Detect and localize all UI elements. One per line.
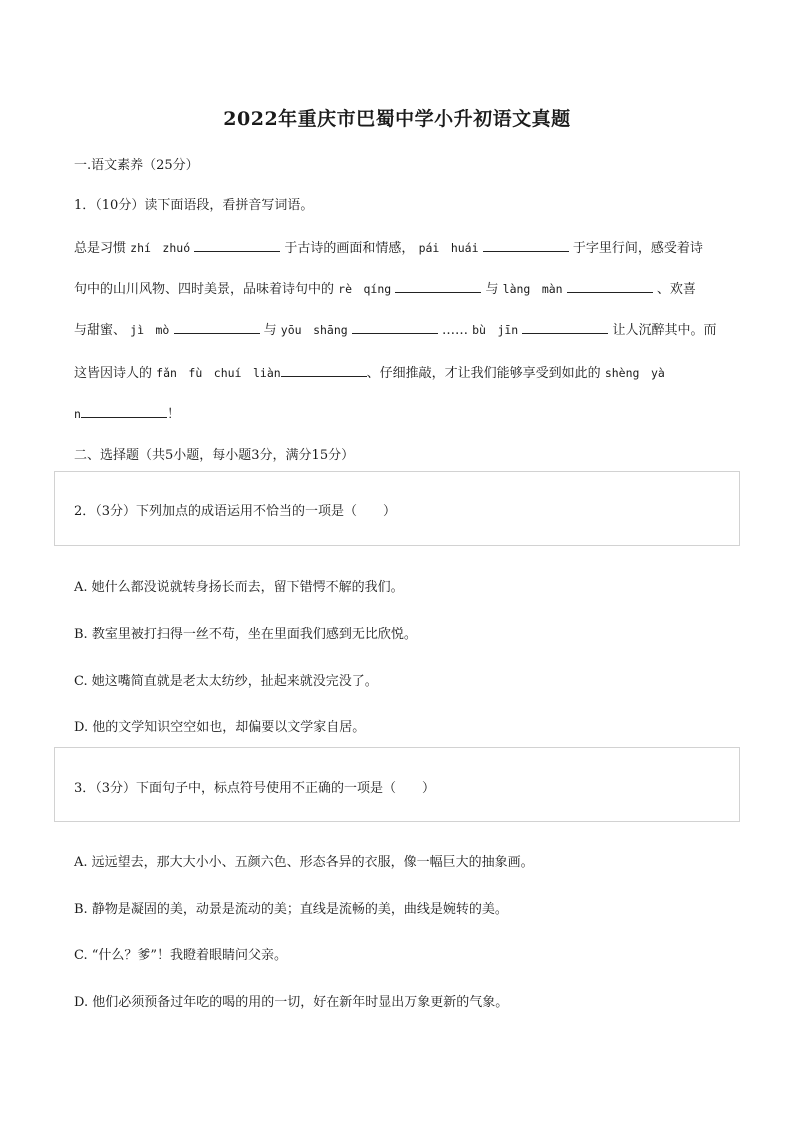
passage-text: 、欢喜: [656, 282, 696, 297]
pinyin-youshang: yōu shāng: [280, 323, 348, 337]
pinyin-fanfuchuilian: fǎn fù chuí liàn: [156, 366, 281, 380]
answer-blank[interactable]: [281, 364, 367, 377]
pinyin-paihuai: pái huái: [418, 241, 479, 255]
passage-text: 让人沉醉其中。而: [612, 323, 717, 338]
question-1-stem: 1．（10分）读下面语段，看拼音写词语。: [74, 198, 314, 213]
question-1-line-1: [74, 237, 703, 256]
passage-text: 与: [485, 282, 499, 297]
option-c[interactable]: C. “什么？爹”！我瞪着眼睛问父亲。: [74, 948, 288, 963]
pinyin-zhizhuo: zhí zhuó: [130, 241, 191, 255]
pinyin-langman: làng màn: [502, 282, 563, 296]
answer-blank[interactable]: [395, 280, 481, 293]
question-2-stem: 2．（3分）下列加点的成语运用不恰当的一项是（ ）: [74, 504, 397, 519]
passage-text: 于古诗的画面和情感，: [284, 241, 415, 256]
question-3-stem: 3．（3分）下面句子中，标点符号使用不正确的一项是（ ）: [74, 781, 436, 796]
passage-text: ……: [441, 323, 468, 338]
question-1-line-4: [74, 362, 665, 381]
answer-blank[interactable]: [352, 321, 438, 334]
passage-text: 、仔细推敲，才让我们能够享受到如此的: [366, 366, 601, 381]
passage-text: 句中的山川风物、四时美景，品味着诗句中的: [74, 282, 335, 297]
option-a[interactable]: A. 远远望去，那大大小小、五颜六色、形态各异的衣服，像一幅巨大的抽象画。: [74, 855, 534, 870]
passage-text: 总是习惯: [74, 241, 127, 256]
pinyin-bujin: bù jīn: [472, 323, 519, 337]
page-title: 2022年重庆市巴蜀中学小升初语文真题: [223, 108, 571, 130]
section-1-heading: 一.语文素养（25分）: [74, 158, 199, 173]
pinyin-shengyan-end: n: [74, 407, 81, 421]
answer-blank[interactable]: [483, 239, 569, 252]
option-c[interactable]: C. 她这嘴简直就是老太太纺纱，扯起来就没完没了。: [74, 674, 378, 689]
passage-text: ！: [166, 407, 180, 422]
option-d[interactable]: D. 他的文学知识空空如也，却偏要以文学家自居。: [74, 720, 366, 735]
pinyin-reqing: rè qíng: [338, 282, 392, 296]
option-b[interactable]: B. 静物是凝固的美，动景是流动的美；直线是流畅的美，曲线是婉转的美。: [74, 902, 508, 917]
pinyin-shengyan: shèng yà: [604, 366, 665, 380]
answer-blank[interactable]: [567, 280, 653, 293]
question-1-line-3: [74, 319, 717, 338]
pinyin-jimo: jì mò: [130, 323, 170, 337]
passage-text: 这皆因诗人的: [74, 366, 153, 381]
answer-blank[interactable]: [174, 321, 260, 334]
question-1-line-5: [74, 403, 180, 422]
answer-blank[interactable]: [522, 321, 608, 334]
passage-text: 于字里行间，感受着诗: [572, 241, 703, 256]
option-a[interactable]: A. 她什么都没说就转身扬长而去，留下错愕不解的我们。: [74, 580, 404, 595]
passage-text: 与甜蜜、: [74, 323, 127, 338]
answer-blank[interactable]: [194, 239, 280, 252]
section-2-heading: 二、选择题（共5小题，每小题3分，满分15分）: [74, 448, 355, 463]
question-1-line-2: [74, 278, 696, 297]
answer-blank[interactable]: [81, 405, 167, 418]
option-b[interactable]: B. 教室里被打扫得一丝不苟，坐在里面我们感到无比欣悦。: [74, 627, 417, 642]
option-d[interactable]: D. 他们必须预备过年吃的喝的用的一切，好在新年时显出万象更新的气象。: [74, 995, 509, 1010]
passage-text: 与: [263, 323, 277, 338]
